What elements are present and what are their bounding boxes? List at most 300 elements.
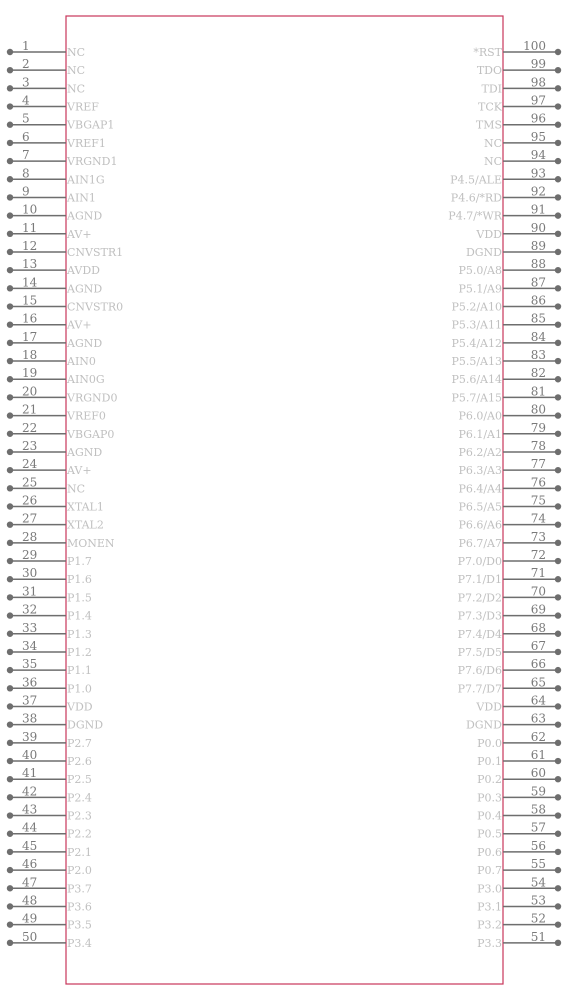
pin-name: P5.4/A12: [451, 336, 502, 350]
pin-name: NC: [483, 155, 502, 169]
pin-43: [7, 803, 92, 823]
pin-endpoint: [555, 721, 561, 727]
pin-number: 58: [530, 802, 546, 817]
pin-number: 6: [22, 129, 30, 144]
pin-endpoint: [7, 485, 13, 491]
pin-endpoint: [555, 449, 561, 455]
pin-name: AGND: [67, 209, 103, 223]
pin-14: [7, 275, 103, 295]
pin-number: 23: [22, 438, 38, 453]
pin-number: 26: [22, 493, 38, 508]
pin-endpoint: [555, 576, 561, 582]
pin-number: 59: [530, 784, 546, 799]
pin-number: 46: [22, 857, 38, 872]
pin-91: [448, 203, 561, 223]
pin-26: [7, 494, 104, 514]
pin-100: [473, 39, 561, 59]
pin-endpoint: [7, 122, 13, 128]
pin-number: 91: [530, 202, 546, 217]
pin-name: P3.3: [477, 936, 502, 950]
pin-endpoint: [7, 740, 13, 746]
pin-endpoint: [7, 376, 13, 382]
pin-number: 29: [22, 548, 38, 563]
pin-number: 64: [530, 693, 546, 708]
pin-name: DGND: [465, 718, 502, 732]
pin-name: P5.6/A14: [451, 373, 502, 387]
pin-name: *RST: [473, 46, 502, 59]
pin-number: 69: [530, 602, 546, 617]
pin-48: [7, 893, 92, 913]
pin-99: [477, 57, 561, 77]
pin-endpoint: [555, 431, 561, 437]
pin-name: P0.0: [477, 736, 502, 750]
pin-name: P2.3: [67, 809, 92, 823]
pin-number: 47: [22, 875, 38, 890]
pin-78: [458, 439, 561, 459]
pin-42: [7, 784, 92, 804]
pin-name: VREF0: [67, 409, 106, 423]
pin-endpoint: [7, 67, 13, 73]
pin-number: 44: [22, 820, 38, 835]
pin-7: [7, 148, 118, 168]
pin-endpoint: [555, 776, 561, 782]
pin-name: AIN1: [67, 191, 96, 205]
pin-name: VDD: [476, 700, 502, 714]
pin-61: [477, 748, 561, 768]
pin-endpoint: [555, 412, 561, 418]
pin-name: XTAL2: [67, 518, 104, 532]
pin-endpoint: [555, 158, 561, 164]
pin-number: 7: [22, 148, 30, 163]
pin-name: P7.1/D1: [457, 573, 502, 587]
pin-name: P7.6/D6: [457, 664, 502, 678]
pin-name: AV+: [67, 464, 92, 478]
pin-number: 54: [530, 875, 546, 890]
pin-63: [466, 712, 561, 732]
pin-endpoint: [555, 249, 561, 255]
pin-name: VRGND0: [67, 391, 118, 405]
pin-endpoint: [7, 140, 13, 146]
pin-44: [7, 821, 92, 841]
pin-32: [7, 603, 92, 623]
pin-73: [458, 530, 561, 550]
pin-number: 73: [530, 529, 546, 544]
pin-25: [7, 475, 85, 495]
pin-number: 66: [530, 657, 546, 672]
pin-name: P0.6: [477, 845, 502, 859]
pin-name: P6.0/A0: [458, 409, 502, 423]
pin-name: VBGAP1: [67, 118, 115, 132]
pin-33: [7, 621, 92, 641]
pin-number: 67: [530, 638, 546, 653]
pin-94: [484, 148, 561, 168]
pin-number: 56: [530, 838, 546, 853]
pin-52: [477, 912, 561, 932]
pin-endpoint: [555, 485, 561, 491]
pin-endpoint: [555, 667, 561, 673]
pin-72: [458, 548, 562, 568]
pin-endpoint: [555, 49, 561, 55]
pin-1: [7, 39, 85, 59]
pin-number: 83: [530, 348, 546, 363]
pin-name: TMS: [475, 118, 502, 132]
pin-name: P6.2/A2: [458, 445, 502, 459]
pin-endpoint: [7, 194, 13, 200]
pin-28: [7, 530, 115, 550]
pin-55: [477, 857, 561, 877]
pin-name: AGND: [67, 336, 103, 350]
pin-98: [481, 75, 561, 95]
pin-85: [451, 312, 561, 332]
pin-endpoint: [555, 703, 561, 709]
pin-name: VDD: [476, 227, 502, 241]
pin-number: 99: [530, 57, 546, 72]
pin-name: CNVSTR1: [67, 245, 124, 259]
pin-endpoint: [7, 667, 13, 673]
pin-65: [458, 675, 562, 695]
pin-name: P7.5/D5: [457, 645, 502, 659]
pin-endpoint: [7, 685, 13, 691]
pin-endpoint: [555, 831, 561, 837]
pin-name: NC: [67, 46, 86, 59]
pin-60: [477, 766, 561, 786]
pin-15: [7, 294, 123, 314]
pin-endpoint: [555, 503, 561, 509]
pin-name: MONEN: [67, 536, 115, 550]
pin-endpoint: [555, 194, 561, 200]
pin-endpoint: [555, 940, 561, 946]
pin-name: P1.3: [67, 627, 92, 641]
pin-name: P3.6: [67, 900, 92, 914]
pin-number: 2: [22, 57, 30, 72]
pin-endpoint: [7, 49, 13, 55]
pin-name: P5.1/A9: [458, 282, 502, 296]
pin-endpoint: [7, 212, 13, 218]
pin-36: [7, 675, 92, 695]
pin-endpoint: [7, 631, 13, 637]
pin-75: [458, 494, 561, 514]
pin-endpoint: [7, 103, 13, 109]
pin-name: P5.7/A15: [451, 391, 502, 405]
pin-endpoint: [555, 103, 561, 109]
pin-45: [7, 839, 92, 859]
pin-number: 96: [530, 111, 546, 126]
pin-13: [7, 257, 100, 277]
pin-number: 50: [22, 929, 38, 944]
pin-number: 3: [22, 75, 30, 90]
pin-endpoint: [555, 303, 561, 309]
pin-5: [7, 112, 115, 132]
pin-endpoint: [555, 140, 561, 146]
pin-endpoint: [7, 594, 13, 600]
pin-endpoint: [7, 612, 13, 618]
pin-name: P7.4/D4: [457, 627, 502, 641]
pin-endpoint: [7, 849, 13, 855]
pin-83: [451, 348, 561, 368]
pin-name: P4.7/*WR: [448, 209, 502, 223]
pin-endpoint: [7, 721, 13, 727]
pin-endpoint: [555, 794, 561, 800]
pin-88: [458, 257, 561, 277]
pin-endpoint: [7, 794, 13, 800]
pin-38: [7, 712, 103, 732]
pin-endpoint: [555, 358, 561, 364]
pin-endpoint: [555, 122, 561, 128]
pin-endpoint: [555, 85, 561, 91]
pin-name: CNVSTR0: [67, 300, 124, 314]
pin-number: 5: [22, 111, 30, 126]
pin-endpoint: [555, 176, 561, 182]
pin-number: 49: [22, 911, 38, 926]
pin-93: [450, 166, 561, 186]
pin-name: P5.3/A11: [451, 318, 502, 332]
pin-endpoint: [7, 394, 13, 400]
pin-endpoint: [555, 558, 561, 564]
pin-endpoint: [555, 849, 561, 855]
pin-name: NC: [67, 82, 86, 96]
pin-number: 93: [530, 166, 546, 181]
pin-endpoint: [7, 340, 13, 346]
pin-name: AIN1G: [67, 173, 105, 187]
pin-endpoint: [555, 631, 561, 637]
pin-name: P6.6/A6: [458, 518, 502, 532]
pin-number: 68: [530, 620, 546, 635]
pin-endpoint: [555, 267, 561, 273]
pin-68: [458, 621, 562, 641]
pin-name: P6.3/A3: [458, 464, 502, 478]
pin-22: [7, 421, 115, 441]
pin-name: VREF1: [67, 136, 106, 150]
pin-name: P2.1: [67, 845, 92, 859]
pin-number: 88: [530, 257, 546, 272]
pin-name: P5.5/A13: [451, 355, 502, 369]
pin-34: [7, 639, 92, 659]
pin-name: P3.5: [67, 918, 92, 932]
pin-name: P3.4: [67, 936, 92, 950]
pin-number: 13: [22, 257, 38, 272]
pin-51: [477, 930, 561, 950]
pin-endpoint: [7, 249, 13, 255]
pin-name: TCK: [478, 100, 502, 114]
pin-62: [477, 730, 561, 750]
pin-name: P0.7: [477, 864, 502, 878]
pin-number: 31: [22, 584, 38, 599]
pin-endpoint: [555, 212, 561, 218]
pin-endpoint: [7, 431, 13, 437]
pin-number: 18: [22, 348, 38, 363]
pin-20: [7, 384, 118, 404]
pin-number: 74: [530, 511, 546, 526]
pin-24: [7, 457, 92, 477]
pin-name: P2.4: [67, 791, 92, 805]
pin-number: 21: [22, 402, 38, 417]
pin-9: [7, 184, 96, 204]
pin-name: VDD: [67, 700, 93, 714]
pin-90: [475, 221, 561, 241]
pin-49: [7, 912, 92, 932]
pin-name: P1.2: [67, 645, 92, 659]
pin-endpoint: [7, 231, 13, 237]
pin-95: [484, 130, 561, 150]
pin-number: 97: [530, 93, 546, 108]
pin-name: VBGAP0: [67, 427, 115, 441]
pin-number: 22: [22, 420, 38, 435]
pin-number: 1: [22, 39, 30, 53]
pin-name: AVDD: [67, 264, 100, 278]
pin-name: DGND: [67, 718, 104, 732]
pin-endpoint: [555, 521, 561, 527]
pin-76: [458, 475, 561, 495]
pin-69: [458, 603, 562, 623]
pin-number: 95: [530, 129, 546, 144]
pin-77: [458, 457, 561, 477]
pin-endpoint: [555, 867, 561, 873]
pin-27: [7, 512, 104, 532]
pin-81: [451, 384, 561, 404]
pin-name: P2.0: [67, 864, 92, 878]
pin-number: 25: [22, 475, 38, 490]
pin-name: AGND: [67, 282, 103, 296]
pin-endpoint: [555, 231, 561, 237]
pin-name: P5.0/A8: [458, 264, 502, 278]
pin-endpoint: [7, 940, 13, 946]
pin-endpoint: [555, 649, 561, 655]
pin-number: 53: [530, 893, 546, 908]
pin-endpoint: [7, 921, 13, 927]
pin-6: [7, 130, 106, 150]
pin-name: P0.4: [477, 809, 502, 823]
pin-number: 42: [22, 784, 38, 799]
pin-number: 8: [22, 166, 30, 181]
pin-40: [7, 748, 92, 768]
pin-name: P7.0/D0: [457, 555, 502, 569]
pin-number: 33: [22, 620, 38, 635]
pin-endpoint: [555, 340, 561, 346]
pin-name: P1.0: [67, 682, 92, 696]
pin-endpoint: [7, 703, 13, 709]
pin-endpoint: [7, 303, 13, 309]
pin-endpoint: [555, 394, 561, 400]
pin-name: AGND: [67, 445, 103, 459]
pin-name: P1.7: [67, 555, 92, 569]
pin-endpoint: [7, 158, 13, 164]
pin-name: VRGND1: [67, 155, 118, 169]
pin-79: [458, 421, 561, 441]
pin-number: 98: [530, 75, 546, 90]
pin-35: [7, 657, 92, 677]
pin-number: 9: [22, 184, 30, 199]
pin-21: [7, 403, 106, 423]
pin-number: 24: [22, 457, 38, 472]
pin-endpoint: [555, 285, 561, 291]
pin-number: 38: [22, 711, 38, 726]
pin-endpoint: [7, 867, 13, 873]
pin-endpoint: [7, 558, 13, 564]
pin-endpoint: [555, 612, 561, 618]
pin-endpoint: [555, 467, 561, 473]
pin-89: [466, 239, 561, 259]
pin-number: 80: [530, 402, 546, 417]
pin-39: [7, 730, 92, 750]
pin-endpoint: [555, 322, 561, 328]
pin-80: [458, 403, 561, 423]
pin-number: 48: [22, 893, 38, 908]
pin-name: NC: [67, 482, 86, 496]
pin-name: P0.1: [477, 755, 502, 769]
pin-number: 45: [22, 838, 38, 853]
pin-41: [7, 766, 92, 786]
pin-23: [7, 439, 103, 459]
pin-name: P7.3/D3: [457, 609, 502, 623]
pin-number: 77: [530, 457, 546, 472]
pin-number: 100: [523, 39, 546, 53]
pin-name: P1.5: [67, 591, 92, 605]
pin-4: [7, 94, 99, 114]
pin-46: [7, 857, 92, 877]
pin-endpoint: [555, 685, 561, 691]
pin-endpoint: [555, 740, 561, 746]
pin-number: 17: [22, 329, 38, 344]
pin-number: 76: [530, 475, 546, 490]
pin-number: 60: [530, 766, 546, 781]
pin-92: [451, 184, 561, 204]
pin-74: [458, 512, 561, 532]
pin-66: [458, 657, 562, 677]
pin-number: 28: [22, 529, 38, 544]
pin-number: 70: [530, 584, 546, 599]
pin-number: 16: [22, 311, 38, 326]
pin-number: 30: [22, 566, 38, 581]
pin-number: 19: [22, 366, 38, 381]
pin-number: 39: [22, 729, 38, 744]
pin-number: 55: [530, 857, 546, 872]
pin-number: 40: [22, 748, 38, 763]
pin-96: [476, 112, 561, 132]
pin-name: AIN0G: [67, 373, 105, 387]
pin-endpoint: [555, 67, 561, 73]
pin-67: [458, 639, 562, 659]
pin-10: [7, 203, 103, 223]
pin-name: P6.5/A5: [458, 500, 502, 514]
pin-name: AIN0: [67, 355, 96, 369]
pin-endpoint: [7, 885, 13, 891]
pin-name: AV+: [67, 227, 92, 241]
pin-name: P6.7/A7: [458, 536, 502, 550]
pin-number: 85: [530, 311, 546, 326]
pin-endpoint: [555, 758, 561, 764]
pin-endpoint: [7, 412, 13, 418]
pin-31: [7, 584, 92, 604]
pin-name: P5.2/A10: [451, 300, 502, 314]
pin-endpoint: [7, 831, 13, 837]
pin-name: P2.6: [67, 755, 92, 769]
pin-number: 63: [530, 711, 546, 726]
pin-2: [7, 57, 85, 77]
pin-name: P4.5/ALE: [450, 173, 502, 187]
pin-endpoint: [7, 776, 13, 782]
pin-endpoint: [7, 649, 13, 655]
pin-name: XTAL1: [67, 500, 104, 514]
pin-16: [7, 312, 92, 332]
pin-number: 20: [22, 384, 38, 399]
pin-endpoint: [555, 540, 561, 546]
pin-86: [451, 294, 561, 314]
pin-97: [478, 94, 561, 114]
pin-endpoint: [7, 758, 13, 764]
pin-endpoint: [7, 85, 13, 91]
pin-endpoint: [7, 358, 13, 364]
pin-endpoint: [7, 576, 13, 582]
